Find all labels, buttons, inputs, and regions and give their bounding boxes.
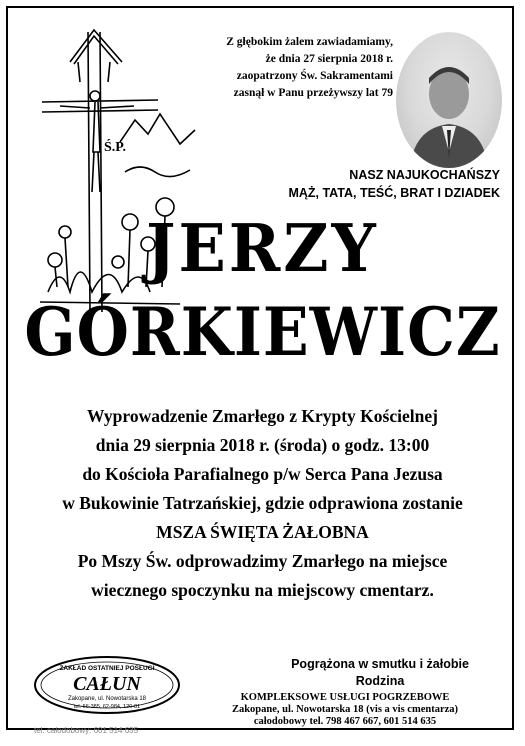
company-line: KOMPLEKSOWE USŁUGI POGRZEBOWE bbox=[240, 692, 450, 703]
funeral-details bbox=[20, 402, 505, 605]
intro-line: zaopatrzony Św. Sakramentami bbox=[236, 70, 393, 82]
subtitle-line: NASZ NAJUKOCHAŃSZY bbox=[349, 168, 500, 182]
subtitle-line: MĄŻ, TATA, TEŚĆ, BRAT I DZIADEK bbox=[288, 186, 500, 200]
details-line: MSZA ŚWIĘTA ŻAŁOBNA bbox=[156, 522, 369, 542]
intro-line: że dnia 27 sierpnia 2018 r. bbox=[265, 53, 393, 65]
footer-phone: tel. całodobowy: 601 514 635 bbox=[34, 726, 139, 735]
portrait-figure bbox=[396, 32, 502, 168]
intro-line: Z głębokim żalem zawiadamiamy, bbox=[226, 36, 393, 48]
details-line: Po Mszy Św. odprowadzimy Zmarłego na miejsce bbox=[77, 551, 448, 571]
details-line: dnia 29 sierpnia 2018 r. (środa) o godz. 13:00 bbox=[95, 435, 430, 455]
details-line: do Kościoła Parafialnego p/w Serca Pana Jezusa bbox=[82, 464, 443, 484]
logo-address-text: Zakopane, ul. Nowotarska 18 bbox=[67, 696, 147, 702]
funeral-company-info bbox=[180, 692, 510, 728]
intro-line: zasnął w Panu przeżywszy lat 79 bbox=[233, 87, 393, 99]
deceased-first-name: JERZY bbox=[146, 210, 379, 287]
mourning-signature bbox=[280, 656, 480, 690]
deceased-last-name: GÓRKIEWICZ bbox=[24, 294, 501, 372]
logo-tel-text: tel. 66-385, 62-984, 120-81 bbox=[73, 704, 141, 710]
company-line: całodobowy tel. 798 467 667, 601 514 635 bbox=[253, 716, 437, 727]
logo-brand-text: CAŁUN bbox=[73, 673, 141, 695]
relation-subtitle bbox=[200, 166, 500, 202]
mourning-line: Rodzina bbox=[355, 674, 405, 688]
portrait-photo bbox=[396, 32, 502, 168]
details-line: wiecznego spoczynku na miejscowy cmentarz. bbox=[91, 580, 434, 600]
company-line: Zakopane, ul. Nowotarska 18 (vis a vis cmentarza) bbox=[231, 704, 459, 715]
mourning-line: Pogrążona w smutku i żałobie bbox=[291, 657, 469, 671]
intro-text bbox=[215, 34, 393, 102]
details-line: Wyprowadzenie Zmarłego z Krypty Kościelnej bbox=[87, 406, 438, 426]
logo-top-text: ZAKŁAD OSTATNIEJ POSŁUGI bbox=[59, 665, 155, 672]
details-line: w Bukowinie Tatrzańskiej, gdzie odprawiona zostanie bbox=[62, 493, 463, 513]
funeral-home-logo bbox=[32, 654, 182, 716]
sp-label: Ś.P. bbox=[104, 140, 127, 155]
